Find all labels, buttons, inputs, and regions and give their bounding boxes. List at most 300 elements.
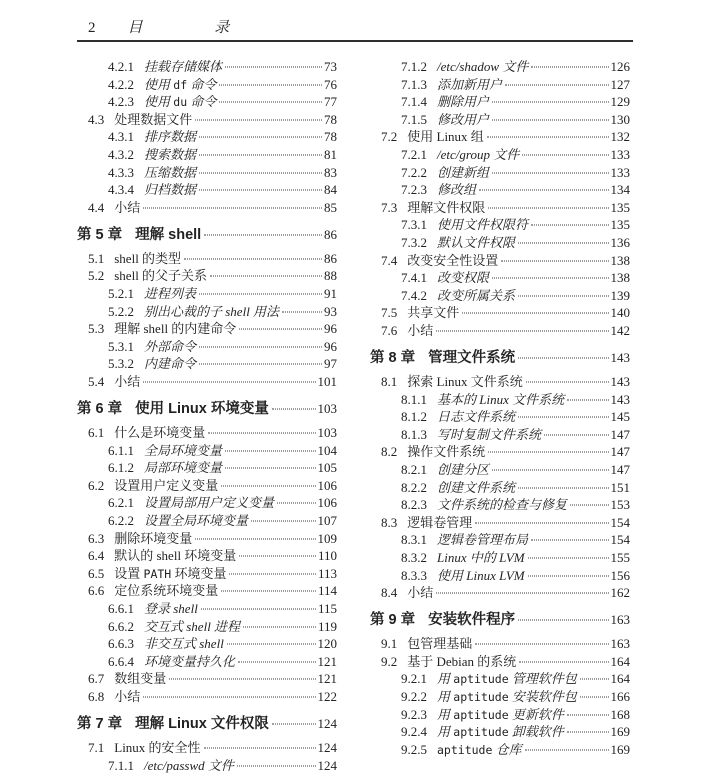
entry-number: 9.2 (381, 653, 398, 669)
dot-leader (525, 749, 609, 750)
dot-leader (243, 626, 316, 627)
entry-number: 6.6.3 (108, 636, 134, 652)
toc-entry-row (77, 530, 337, 548)
toc-entry-row (370, 216, 630, 234)
toc-entry-row (370, 584, 630, 602)
entry-page-number: 121 (317, 671, 337, 687)
entry-page-number: 143 (610, 350, 630, 365)
toc-entry-row (370, 461, 630, 479)
entry-title: 添加新用户 (437, 76, 503, 92)
dot-leader (519, 661, 608, 662)
entry-number: 7.2.2 (401, 164, 427, 180)
entry-number: 9.2.5 (401, 741, 427, 757)
toc-entry-row (370, 567, 630, 585)
dot-leader (195, 538, 315, 539)
entry-page-number: 91 (324, 286, 337, 302)
entry-title: 创建文件系统 (437, 479, 516, 495)
dot-leader (518, 242, 608, 243)
entry-page-number: 113 (317, 565, 337, 581)
entry-title: 用 aptitude 安装软件包 (437, 689, 577, 704)
entry-number: 7.3 (381, 199, 398, 215)
entry-title: 用 aptitude 管理软件包 (437, 671, 577, 687)
entry-page-number: 130 (610, 111, 630, 127)
entry-title: 使用 Linux 环境变量 (135, 401, 269, 418)
entry-title: 理解 Linux 文件权限 (135, 716, 269, 733)
entry-page-number: 97 (324, 356, 337, 372)
entry-title: 用 aptitude 卸载软件 (437, 724, 564, 740)
dot-leader (518, 487, 608, 488)
toc-entry-row (370, 635, 630, 653)
entry-number: 5.2.1 (108, 286, 134, 302)
entry-number: 6.1.2 (108, 460, 134, 476)
toc-entry-row (370, 199, 630, 217)
entry-page-number: 134 (610, 182, 630, 198)
entry-page-number: 78 (324, 111, 337, 127)
entry-title: 写时复制文件系统 (437, 426, 542, 442)
entry-number: 6.6 (88, 583, 105, 599)
entry-page-number: 104 (317, 442, 337, 458)
toc-entry-row (370, 670, 630, 688)
entry-title: 外部命令 (144, 338, 197, 354)
toc-entry-row (77, 355, 337, 373)
entry-number: 8.2.1 (401, 461, 427, 477)
dot-leader (199, 137, 322, 138)
entry-number: 5.3.2 (108, 356, 134, 372)
entry-title: 文件系统的检查与修复 (437, 497, 568, 513)
entry-title: 归档数据 (144, 182, 197, 198)
entry-title: Linux 的安全性 (114, 740, 201, 756)
running-header (77, 16, 633, 40)
dot-leader (475, 644, 608, 645)
toc-entry-row (370, 287, 630, 305)
entry-title: 小结 (114, 199, 141, 215)
entry-title: 设置用户定义变量 (114, 477, 219, 493)
dot-leader (479, 190, 608, 191)
entry-title: 管理文件系统 (428, 350, 516, 366)
entry-title: /etc/group 文件 (437, 146, 520, 162)
entry-number: 5.1 (88, 250, 105, 266)
entry-number: 9.1 (381, 636, 398, 652)
dot-leader (237, 765, 316, 766)
entry-number: 6.6.4 (108, 653, 134, 669)
entry-title: aptitude 仓库 (437, 741, 522, 757)
dot-leader (462, 313, 608, 314)
toc-entry-row (77, 582, 337, 600)
toc-entry-row (77, 600, 337, 618)
toc-entry-row (370, 426, 630, 444)
toc-entry-row (370, 531, 630, 549)
entry-number: 6.1.1 (108, 442, 134, 458)
toc-entry-row (370, 373, 630, 391)
entry-title: 定位系统环境变量 (114, 583, 219, 599)
toc-entry-row (370, 58, 630, 76)
entry-page-number: 81 (324, 146, 337, 162)
entry-number: 4.4 (88, 199, 105, 215)
entry-title: 别出心裁的子 shell 用法 (144, 303, 280, 319)
dot-leader (531, 540, 608, 541)
toc-entry-row (370, 479, 630, 497)
entry-number: 第 5 章 (77, 226, 123, 243)
entry-title: 使用 Linux LVM (437, 567, 525, 583)
toc-entry-row (77, 459, 337, 477)
dot-leader (199, 364, 322, 365)
entry-page-number: 119 (317, 618, 337, 634)
dot-leader (225, 468, 315, 469)
toc-entry-row (77, 285, 337, 303)
entry-page-number: 103 (317, 401, 337, 417)
dot-leader (199, 154, 322, 155)
entry-page-number: 151 (610, 479, 630, 495)
entry-title: 逻辑卷管理布局 (437, 532, 529, 548)
dot-leader (567, 732, 609, 733)
entry-page-number: 76 (324, 76, 337, 92)
toc-entry-row (370, 269, 630, 287)
entry-title: 使用 df 命令 (144, 76, 217, 92)
dot-leader (204, 234, 322, 235)
dot-leader (210, 276, 322, 277)
entry-page-number: 142 (610, 322, 630, 338)
dot-leader (195, 119, 322, 120)
dot-leader (505, 84, 608, 85)
entry-number: 6.2.1 (108, 495, 134, 511)
entry-number: 7.5 (381, 305, 398, 321)
entry-page-number: 163 (610, 612, 630, 628)
entry-page-number: 109 (317, 530, 337, 546)
toc-entry-row (77, 424, 337, 442)
entry-page-number: 169 (610, 741, 630, 757)
toc-entry-row (370, 146, 630, 164)
entry-number: 4.3.1 (108, 129, 134, 145)
dot-leader (488, 207, 608, 208)
entry-title: 小结 (114, 374, 141, 389)
entry-number: 8.1.2 (401, 409, 427, 425)
toc-entry-row (77, 635, 337, 653)
entry-number: 7.1.2 (401, 59, 427, 74)
entry-title: 逻辑卷管理 (407, 514, 473, 530)
dot-leader (528, 575, 609, 576)
toc-entry-row (77, 373, 337, 391)
entry-number: 6.3 (88, 530, 105, 546)
entry-number: 9.2.3 (401, 706, 427, 722)
entry-number: 4.2.1 (108, 59, 134, 74)
dot-leader (208, 433, 315, 434)
entry-number: 8.3.3 (401, 567, 427, 583)
entry-title: 共享文件 (407, 305, 460, 321)
entry-number: 8.2 (381, 444, 398, 460)
toc-entry-row (370, 252, 630, 270)
entry-number: 7.1.3 (401, 76, 427, 92)
entry-number: 7.2.3 (401, 182, 427, 198)
entry-page-number: 132 (610, 129, 630, 145)
toc-entry-row (370, 549, 630, 567)
entry-title: 什么是环境变量 (114, 425, 206, 441)
entry-number: 第 8 章 (370, 350, 416, 366)
dot-leader (225, 67, 322, 68)
dot-leader (219, 84, 322, 85)
dot-leader (199, 294, 322, 295)
dot-leader (492, 102, 608, 103)
entry-page-number: 147 (610, 461, 630, 477)
entry-page-number: 124 (317, 716, 337, 732)
dot-leader (277, 503, 315, 504)
entry-page-number: 85 (324, 199, 337, 215)
toc-entry-row (77, 757, 337, 775)
entry-number: 5.3.1 (108, 338, 134, 354)
entry-page-number: 133 (610, 164, 630, 180)
entry-number: 6.2.2 (108, 513, 134, 529)
entry-page-number: 114 (317, 583, 337, 599)
page-number: 2 (88, 20, 96, 36)
entry-title: 设置局部用户定义变量 (144, 495, 275, 511)
entry-title: Linux 中的 LVM (437, 549, 525, 565)
entry-number: 9.2.2 (401, 689, 427, 704)
entry-page-number: 138 (610, 252, 630, 268)
entry-page-number: 107 (317, 513, 337, 529)
dot-leader (199, 172, 322, 173)
entry-number: 8.3.1 (401, 532, 427, 548)
dot-leader (272, 724, 316, 725)
dot-leader (518, 620, 608, 621)
entry-page-number: 129 (610, 94, 630, 110)
entry-title: 内建命令 (144, 356, 197, 372)
entry-title: 基本的 Linux 文件系统 (437, 391, 565, 407)
entry-title: 默认的 shell 环境变量 (114, 548, 237, 564)
entry-title: 安装软件程序 (428, 612, 516, 629)
entry-title: 非交互式 shell (144, 636, 224, 652)
entry-title: 压缩数据 (144, 164, 197, 180)
toc-entry-row (370, 723, 630, 741)
dot-leader (282, 311, 322, 312)
entry-title: 设置全局环境变量 (144, 513, 249, 529)
dot-leader (492, 172, 608, 173)
dot-leader (227, 644, 316, 645)
entry-title: 默认文件权限 (437, 234, 516, 250)
dot-leader (251, 521, 315, 522)
entry-title: 改变权限 (437, 270, 490, 286)
entry-title: 全局环境变量 (144, 442, 223, 458)
entry-title: 修改用户 (437, 111, 490, 127)
entry-page-number: 139 (610, 287, 630, 303)
entry-title: 创建新组 (437, 164, 490, 180)
entry-number: 7.1.1 (108, 757, 134, 773)
entry-title: 理解文件权限 (407, 199, 486, 215)
dot-leader (229, 573, 315, 574)
entry-title: 探索 Linux 文件系统 (407, 374, 523, 389)
toc-entry-row (77, 303, 337, 321)
toc-entry-row (77, 442, 337, 460)
entry-page-number: 124 (317, 740, 337, 756)
entry-number: 9.2.1 (401, 671, 427, 687)
toc-entry-row (77, 494, 337, 512)
entry-number: 8.4 (381, 585, 398, 601)
toc-entry-row (77, 146, 337, 164)
entry-number: 7.3.2 (401, 234, 427, 250)
entry-page-number: 169 (610, 724, 630, 740)
entry-title: 创建分区 (437, 461, 490, 477)
header-title: 目 录 (127, 20, 264, 36)
entry-title: 操作文件系统 (407, 444, 486, 460)
toc-entry-row (77, 688, 337, 706)
entry-number: 8.3.2 (401, 549, 427, 565)
toc-chapter-row (77, 714, 337, 734)
toc-chapter-row (370, 610, 630, 630)
dot-leader (199, 346, 322, 347)
entry-number: 6.5 (88, 565, 105, 581)
entry-title: 删除用户 (437, 94, 490, 110)
dot-leader (501, 260, 608, 261)
toc-entry-row (370, 408, 630, 426)
toc-entry-row (370, 688, 630, 706)
entry-title: 挂载存储媒体 (144, 59, 223, 74)
toc-entry-row (370, 128, 630, 146)
entry-title: 理解 shell 的内建命令 (114, 321, 237, 337)
entry-page-number: 153 (610, 497, 630, 513)
entry-title: 交互式 shell 进程 (144, 618, 241, 634)
dot-leader (570, 505, 608, 506)
entry-page-number: 110 (317, 548, 337, 564)
dot-leader (219, 102, 322, 103)
entry-page-number: 115 (317, 601, 337, 617)
dot-leader (221, 485, 315, 486)
entry-title: 小结 (407, 585, 434, 601)
entry-number: 4.3.4 (108, 182, 134, 198)
entry-page-number: 136 (610, 234, 630, 250)
entry-number: 5.4 (88, 374, 105, 389)
entry-page-number: 156 (610, 567, 630, 583)
dot-leader (143, 207, 322, 208)
toc-entry-row (370, 741, 630, 759)
entry-number: 7.1.5 (401, 111, 427, 127)
entry-page-number: 135 (610, 217, 630, 233)
entry-number: 4.2.3 (108, 94, 134, 110)
toc-entry-row (77, 181, 337, 199)
dot-leader (528, 557, 609, 558)
entry-number: 7.2.1 (401, 146, 427, 162)
toc-entry-row (77, 618, 337, 636)
toc-entry-row (370, 514, 630, 532)
toc-entry-row (370, 653, 630, 671)
dot-leader (239, 556, 316, 557)
entry-title: 删除环境变量 (114, 530, 193, 546)
dot-leader (487, 137, 609, 138)
entry-title: 包管理基础 (407, 636, 473, 652)
entry-title: 搜索数据 (144, 146, 197, 162)
dot-leader (199, 190, 322, 191)
entry-page-number: 140 (610, 305, 630, 321)
dot-leader (526, 382, 609, 383)
entry-title: 使用 Linux 组 (407, 129, 484, 145)
entry-title: 进程列表 (144, 286, 197, 302)
entry-page-number: 77 (324, 94, 337, 110)
entry-number: 8.1 (381, 374, 398, 389)
entry-page-number: 121 (317, 653, 337, 669)
toc-entry-row (370, 181, 630, 199)
entry-page-number: 154 (610, 532, 630, 548)
entry-page-number: 126 (610, 59, 630, 74)
toc-entry-row (77, 111, 337, 129)
entry-title: 局部环境变量 (144, 460, 223, 476)
toc-entry-row (77, 164, 337, 182)
dot-leader (544, 434, 608, 435)
dot-leader (204, 748, 316, 749)
entry-page-number: 135 (610, 199, 630, 215)
dot-leader (221, 591, 316, 592)
entry-number: 6.4 (88, 548, 105, 564)
dot-leader (580, 697, 609, 698)
toc-entry-row (77, 320, 337, 338)
toc-entry-row (77, 512, 337, 530)
entry-page-number: 143 (610, 391, 630, 407)
entry-page-number: 133 (610, 146, 630, 162)
entry-number: 5.2 (88, 268, 105, 284)
dot-leader (169, 679, 315, 680)
entry-page-number: 168 (610, 706, 630, 722)
entry-page-number: 106 (317, 495, 337, 511)
entry-page-number: 124 (317, 757, 337, 773)
dot-leader (184, 258, 322, 259)
entry-page-number: 88 (324, 268, 337, 284)
dot-leader (492, 119, 608, 120)
entry-page-number: 154 (610, 514, 630, 530)
entry-number: 4.3.3 (108, 164, 134, 180)
dot-leader (492, 469, 608, 470)
entry-number: 7.3.1 (401, 217, 427, 233)
entry-number: 9.2.4 (401, 724, 427, 740)
dot-leader (531, 67, 608, 68)
entry-page-number: 96 (324, 338, 337, 354)
dot-leader (522, 154, 608, 155)
entry-number: 6.6.2 (108, 618, 134, 634)
entry-page-number: 83 (324, 164, 337, 180)
toc-column-left (77, 58, 337, 774)
entry-page-number: 105 (317, 460, 337, 476)
dot-leader (239, 329, 322, 330)
entry-page-number: 138 (610, 270, 630, 286)
toc-entry-row (77, 58, 337, 76)
entry-number: 6.1 (88, 425, 105, 441)
dot-leader (567, 714, 609, 715)
entry-title: /etc/shadow 文件 (437, 59, 529, 74)
toc-entry-row (77, 250, 337, 268)
entry-number: 5.3 (88, 321, 105, 337)
entry-number: 4.3.2 (108, 146, 134, 162)
toc-entry-row (370, 111, 630, 129)
entry-page-number: 162 (610, 585, 630, 601)
entry-number: 第 9 章 (370, 612, 416, 629)
toc-entry-row (77, 670, 337, 688)
entry-page-number: 86 (324, 226, 337, 242)
entry-number: 6.7 (88, 671, 105, 687)
entry-title: 登录 shell (144, 601, 198, 617)
toc-entry-row (370, 496, 630, 514)
entry-page-number: 145 (610, 409, 630, 425)
dot-leader (518, 417, 608, 418)
entry-title: 改变所属关系 (437, 287, 516, 303)
entry-title: 小结 (407, 322, 434, 338)
entry-number: 7.4 (381, 252, 398, 268)
toc-entry-row (77, 565, 337, 583)
entry-number: 5.2.2 (108, 303, 134, 319)
toc-entry-row (77, 128, 337, 146)
entry-number: 8.1.1 (401, 391, 427, 407)
entry-number: 8.1.3 (401, 426, 427, 442)
entry-page-number: 155 (610, 549, 630, 565)
toc-entry-row (370, 391, 630, 409)
entry-title: 数组变量 (114, 671, 167, 687)
toc-entry-row (370, 443, 630, 461)
entry-title: 日志文件系统 (437, 409, 516, 425)
entry-page-number: 147 (610, 426, 630, 442)
